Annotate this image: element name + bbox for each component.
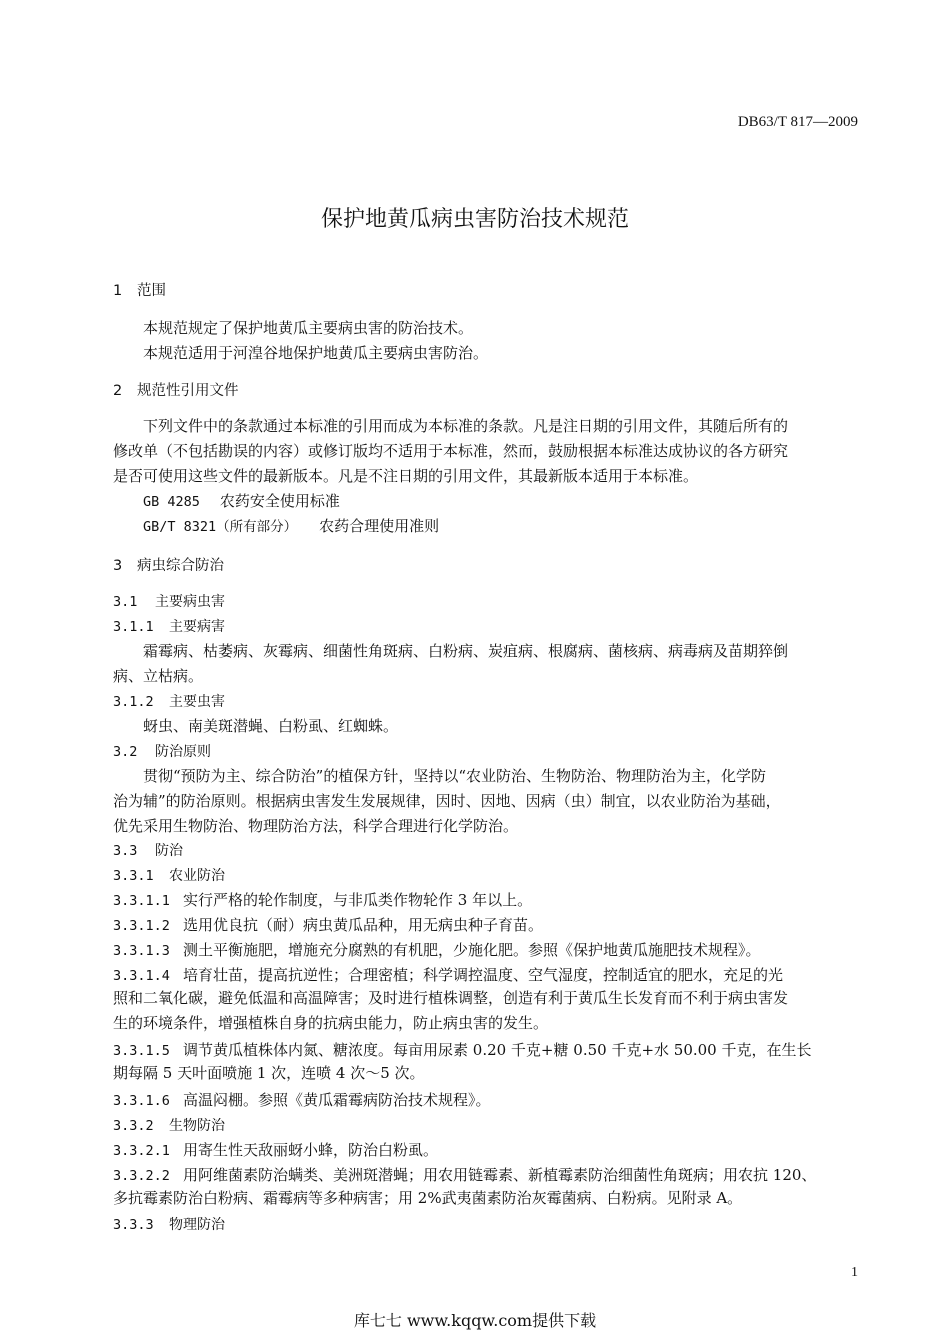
- clause-item: [113, 1089, 491, 1110]
- subsection-title: 防治原则: [155, 744, 211, 760]
- clause-text: 调节黄瓜植株体内氮、糖浓度。每亩用尿素 0.20 千克+糖 0.50 千克+水 50.00 千克，在生长: [183, 1041, 812, 1059]
- clause-item: [113, 914, 543, 935]
- page-title: 保护地黄瓜病虫害防治技术规范: [320, 207, 629, 232]
- clause-text: 测土平衡施肥，增施充分腐熟的有机肥，少施化肥。参照《保护地黄瓜施肥技术规程》。: [183, 941, 761, 959]
- clause-text: 用阿维菌素防治螨类、美洲斑潜蝇；用农用链霉素、新植霉素防治细菌性角斑病；用农抗 120、: [183, 1166, 817, 1184]
- subsection-heading: [113, 840, 183, 860]
- clause-number: 3.3.1.3: [113, 943, 170, 959]
- paragraph-line: 多抗霉素防治白粉病、霜霉病等多种病害；用 2%武夷菌素防治灰霉菌病、白粉病。见附录 A。: [113, 1189, 743, 1207]
- clause-text: 实行严格的轮作制度，与非瓜类作物轮作 3 年以上。: [183, 891, 533, 909]
- paragraph-line: 贯彻“预防为主、综合防治”的植保方针，坚持以“农业防治、生物防治、物理防治为主，化学防: [143, 767, 767, 785]
- subsection-title: 生物防治: [169, 1118, 225, 1134]
- paragraph-line: 本规范适用于河湟谷地保护地黄瓜主要病虫害防治。: [143, 344, 489, 362]
- paragraph-line: 下列文件中的条款通过本标准的引用而成为本标准的条款。凡是注日期的引用文件，其随后所有的: [143, 417, 789, 435]
- subsection-title: 主要虫害: [169, 694, 225, 710]
- paragraph-line: 治为辅”的防治原则。根据病虫害发生发展规律，因时、因地、因病（虫）制宜，以农业防治为基础，: [113, 792, 781, 810]
- clause-number: 3.3.1.5: [113, 1043, 170, 1059]
- clause-item: [113, 939, 761, 960]
- section-heading-integrated-control: [113, 554, 224, 575]
- subsection-heading: [113, 1214, 225, 1234]
- reference-name: 农药合理使用准则: [319, 517, 440, 535]
- section-number: 1: [113, 283, 123, 299]
- document-code: DB63/T 817—2009: [737, 114, 858, 130]
- section-number: 2: [113, 383, 123, 399]
- clause-number: 3.3.2.1: [113, 1143, 170, 1159]
- subsection-number: 3.3.3: [113, 1217, 154, 1233]
- paragraph-line: 照和二氧化碳，避免低温和高温障害；及时进行植株调整，创造有利于黄瓜生长发育而不利于病虫害发: [113, 989, 789, 1007]
- paragraph-line: 生的环境条件，增强植株自身的抗病虫能力，防止病虫害的发生。: [113, 1014, 549, 1032]
- subsection-heading: [113, 616, 225, 636]
- subsection-title: 防治: [155, 843, 183, 859]
- clause-item: [113, 964, 783, 985]
- paragraph-line: 本规范规定了保护地黄瓜主要病虫害的防治技术。: [143, 319, 474, 337]
- page-number: 1: [851, 1265, 858, 1280]
- section-heading-references: [113, 379, 239, 400]
- reference-code: GB/T 8321（所有部分）: [143, 519, 298, 535]
- subsection-title: 主要病害: [169, 619, 225, 635]
- section-title: 规范性引用文件: [137, 383, 239, 399]
- clause-item: [113, 1139, 438, 1160]
- clause-number: 3.3.1.1: [113, 893, 170, 909]
- reference-entry: [143, 514, 439, 540]
- paragraph-line: 病、立枯病。: [113, 667, 204, 685]
- reference-code: GB 4285: [143, 494, 200, 510]
- clause-text: 选用优良抗（耐）病虫黄瓜品种，用无病虫种子育苗。: [183, 916, 544, 934]
- subsection-heading: [113, 865, 225, 885]
- section-title: 病虫综合防治: [137, 558, 224, 574]
- paragraph-line: 蚜虫、南美斑潜蝇、白粉虱、红蜘蛛。: [143, 717, 399, 735]
- clause-text: 用寄生性天敌丽蚜小蜂，防治白粉虱。: [183, 1141, 439, 1159]
- subsection-heading: [113, 1115, 225, 1135]
- paragraph-line: 霜霉病、枯萎病、灰霉病、细菌性角斑病、白粉病、炭疽病、根腐病、菌核病、病毒病及苗期猝倒: [143, 642, 789, 660]
- section-number: 3: [113, 558, 123, 574]
- subsection-number: 3.1.1: [113, 619, 154, 635]
- subsection-title: 农业防治: [169, 868, 225, 884]
- subsection-title: 主要病虫害: [155, 594, 225, 610]
- paragraph-line: 期每隔 5 天叶面喷施 1 次，连喷 4 次～5 次。: [113, 1064, 425, 1082]
- subsection-title: 物理防治: [169, 1217, 225, 1233]
- subsection-number: 3.2: [113, 744, 138, 760]
- section-title: 范围: [137, 283, 166, 299]
- footer-download-note: 库七七 www.kqqw.com提供下载: [353, 1311, 597, 1330]
- clause-number: 3.3.2.2: [113, 1168, 170, 1184]
- paragraph-line: 修改单（不包括勘误的内容）或修订版均不适用于本标准，然而，鼓励根据本标准达成协议的各方研究: [113, 442, 789, 460]
- clause-number: 3.3.1.6: [113, 1093, 170, 1109]
- clause-number: 3.3.1.4: [113, 968, 170, 984]
- subsection-number: 3.3.2: [113, 1118, 154, 1134]
- subsection-heading: [113, 691, 225, 711]
- reference-name: 农药安全使用标准: [219, 492, 340, 510]
- clause-item: [113, 1039, 812, 1060]
- clause-number: 3.3.1.2: [113, 918, 170, 934]
- clause-item: [113, 889, 532, 910]
- paragraph-line: 优先采用生物防治、物理防治方法，科学合理进行化学防治。: [113, 817, 519, 835]
- paragraph-line: 是否可使用这些文件的最新版本。凡是不注日期的引用文件，其最新版本适用于本标准。: [113, 467, 699, 485]
- subsection-heading: [113, 591, 225, 611]
- reference-entry: [143, 489, 340, 515]
- clause-text: 培育壮苗，提高抗逆性；合理密植；科学调控温度、空气湿度，控制适宜的肥水，充足的光: [183, 966, 784, 984]
- subsection-number: 3.1: [113, 594, 138, 610]
- clause-text: 高温闷棚。参照《黄瓜霜霉病防治技术规程》。: [183, 1091, 491, 1109]
- subsection-number: 3.3.1: [113, 868, 154, 884]
- subsection-number: 3.3: [113, 843, 138, 859]
- subsection-number: 3.1.2: [113, 694, 154, 710]
- clause-item: [113, 1164, 816, 1185]
- subsection-heading: [113, 741, 211, 761]
- section-heading-scope: [113, 279, 166, 300]
